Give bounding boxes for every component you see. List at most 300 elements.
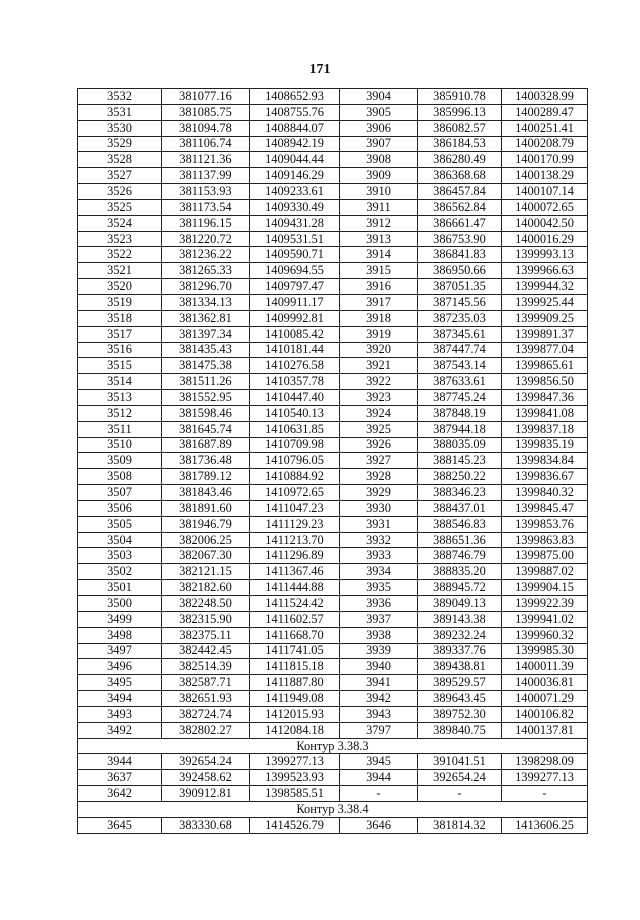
table-cell: 3510 — [78, 437, 162, 453]
table-cell: 3930 — [340, 500, 418, 516]
table-cell: 381552.95 — [162, 390, 250, 406]
table-cell: 3520 — [78, 279, 162, 295]
table-cell: 1399277.13 — [502, 770, 588, 786]
table-row — [78, 754, 588, 770]
table-cell: 382121.15 — [162, 564, 250, 580]
table-cell: 3914 — [340, 247, 418, 263]
table-cell: 3496 — [78, 659, 162, 675]
table-cell: 1399909.25 — [502, 310, 588, 326]
table-cell: 381475.38 — [162, 358, 250, 374]
table-cell: 3924 — [340, 405, 418, 421]
table-cell: 1400137.81 — [502, 722, 588, 738]
table-cell: 382442.45 — [162, 643, 250, 659]
table-cell: 1399993.13 — [502, 247, 588, 263]
table-cell: 381121.36 — [162, 152, 250, 168]
table-cell: 3916 — [340, 279, 418, 295]
table-cell: 3493 — [78, 706, 162, 722]
table-cell: 1410276.58 — [250, 358, 340, 374]
table-row — [78, 564, 588, 580]
table-row — [78, 405, 588, 421]
section-header-row — [78, 738, 588, 754]
table-cell: 387543.14 — [418, 358, 502, 374]
table-cell: 1409911.17 — [250, 294, 340, 310]
table-cell: 388746.79 — [418, 548, 502, 564]
table-cell: 1409694.55 — [250, 263, 340, 279]
table-cell: 1413606.25 — [502, 817, 588, 833]
table-cell: 382067.30 — [162, 548, 250, 564]
table-cell: 3530 — [78, 120, 162, 136]
table-cell: 3933 — [340, 548, 418, 564]
table-cell: 1409992.81 — [250, 310, 340, 326]
table-cell: 1410972.65 — [250, 485, 340, 501]
table-cell: 388035.09 — [418, 437, 502, 453]
table-cell: 387051.35 — [418, 279, 502, 295]
table-cell: 3945 — [340, 754, 418, 770]
table-cell: 3532 — [78, 89, 162, 105]
table-cell: 392654.24 — [418, 770, 502, 786]
table-cell: 1399941.02 — [502, 611, 588, 627]
table-cell: 382248.50 — [162, 596, 250, 612]
table-cell: 1398298.09 — [502, 754, 588, 770]
table-cell: 3938 — [340, 627, 418, 643]
table-cell: 382315.90 — [162, 611, 250, 627]
table-cell: 3919 — [340, 326, 418, 342]
table-cell: 1400011.39 — [502, 659, 588, 675]
table-cell: 1411213.70 — [250, 532, 340, 548]
table-row — [78, 643, 588, 659]
table-cell: 1409146.29 — [250, 168, 340, 184]
table-cell: - — [340, 786, 418, 802]
table-cell: 381598.46 — [162, 405, 250, 421]
table-cell: 3931 — [340, 516, 418, 532]
table-cell: 1412084.18 — [250, 722, 340, 738]
table-cell: 1411129.23 — [250, 516, 340, 532]
table-cell: 388250.22 — [418, 469, 502, 485]
table-row — [78, 675, 588, 691]
table-cell: 1399835.19 — [502, 437, 588, 453]
table-cell: 3498 — [78, 627, 162, 643]
table-cell: 1410181.44 — [250, 342, 340, 358]
table-cell: 3908 — [340, 152, 418, 168]
table-cell: 381106.74 — [162, 136, 250, 152]
table-cell: - — [502, 786, 588, 802]
table-cell: 3905 — [340, 104, 418, 120]
table-cell: 392458.62 — [162, 770, 250, 786]
table-row — [78, 136, 588, 152]
table-cell: 381814.32 — [418, 817, 502, 833]
table-cell: 382375.11 — [162, 627, 250, 643]
table-cell: 3907 — [340, 136, 418, 152]
table-row — [78, 421, 588, 437]
table-cell: 3512 — [78, 405, 162, 421]
table-cell: 1410447.40 — [250, 390, 340, 406]
table-cell: 3944 — [78, 754, 162, 770]
table-cell: 1400208.79 — [502, 136, 588, 152]
table-cell: - — [418, 786, 502, 802]
table-cell: 382006.25 — [162, 532, 250, 548]
table-cell: 3797 — [340, 722, 418, 738]
table-cell: 1399853.76 — [502, 516, 588, 532]
table-cell: 381946.79 — [162, 516, 250, 532]
table-cell: 389049.13 — [418, 596, 502, 612]
table-cell: 382651.93 — [162, 691, 250, 707]
table-cell: 3939 — [340, 643, 418, 659]
table-cell: 381094.78 — [162, 120, 250, 136]
table-cell: 1409590.71 — [250, 247, 340, 263]
table-cell: 1399922.39 — [502, 596, 588, 612]
table-cell: 1408652.93 — [250, 89, 340, 105]
table-cell: 3497 — [78, 643, 162, 659]
table-cell: 381687.89 — [162, 437, 250, 453]
table-cell: 3494 — [78, 691, 162, 707]
table-cell: 3508 — [78, 469, 162, 485]
table-cell: 3918 — [340, 310, 418, 326]
table-cell: 381334.13 — [162, 294, 250, 310]
table-cell: 3492 — [78, 722, 162, 738]
table-cell: 386661.47 — [418, 215, 502, 231]
table-cell: 1399877.04 — [502, 342, 588, 358]
table-cell: 3503 — [78, 548, 162, 564]
table-cell: 381296.70 — [162, 279, 250, 295]
table-cell: 387235.03 — [418, 310, 502, 326]
table-cell: 1408844.07 — [250, 120, 340, 136]
table-cell: 1399960.32 — [502, 627, 588, 643]
table-cell: 386280.49 — [418, 152, 502, 168]
table-cell: 1411815.18 — [250, 659, 340, 675]
table-cell: 3637 — [78, 770, 162, 786]
table-row — [78, 358, 588, 374]
table-cell: 386562.84 — [418, 199, 502, 215]
table-cell: 1409797.47 — [250, 279, 340, 295]
table-cell: 1400071.29 — [502, 691, 588, 707]
table-cell: 1399277.13 — [250, 754, 340, 770]
table-cell: 3531 — [78, 104, 162, 120]
table-cell: 3904 — [340, 89, 418, 105]
table-cell: 3906 — [340, 120, 418, 136]
table-cell: 1399887.02 — [502, 564, 588, 580]
table-cell: 381736.48 — [162, 453, 250, 469]
table-cell: 3917 — [340, 294, 418, 310]
table-cell: 3912 — [340, 215, 418, 231]
table-row — [78, 215, 588, 231]
table-cell: 382802.27 — [162, 722, 250, 738]
table-cell: 389840.75 — [418, 722, 502, 738]
table-cell: 1411887.80 — [250, 675, 340, 691]
table-cell: 381397.34 — [162, 326, 250, 342]
table-cell: 1400138.29 — [502, 168, 588, 184]
table-cell: 381511.26 — [162, 374, 250, 390]
table-cell: 3910 — [340, 184, 418, 200]
table-cell: 1400106.82 — [502, 706, 588, 722]
table-cell: 3926 — [340, 437, 418, 453]
table-cell: 3516 — [78, 342, 162, 358]
table-cell: 3934 — [340, 564, 418, 580]
table-body — [78, 89, 588, 834]
table-cell: 1411949.08 — [250, 691, 340, 707]
table-row — [78, 279, 588, 295]
table-cell: 3920 — [340, 342, 418, 358]
coordinates-table — [77, 88, 588, 834]
table-row — [78, 231, 588, 247]
table-cell: 1411668.70 — [250, 627, 340, 643]
table-cell: 382182.60 — [162, 580, 250, 596]
table-cell: 382514.39 — [162, 659, 250, 675]
table-cell: 3909 — [340, 168, 418, 184]
table-cell: 386753.90 — [418, 231, 502, 247]
table-cell: 3522 — [78, 247, 162, 263]
table-row — [78, 390, 588, 406]
table-cell: 1399841.08 — [502, 405, 588, 421]
table-cell: 381265.33 — [162, 263, 250, 279]
table-cell: 382724.74 — [162, 706, 250, 722]
table-cell: 3935 — [340, 580, 418, 596]
table-cell: 3514 — [78, 374, 162, 390]
table-row — [78, 627, 588, 643]
table-cell: 1399925.44 — [502, 294, 588, 310]
table-cell: 3527 — [78, 168, 162, 184]
table-cell: 3521 — [78, 263, 162, 279]
table-cell: 1411367.46 — [250, 564, 340, 580]
table-cell: 1399966.63 — [502, 263, 588, 279]
table-cell: 1410796.05 — [250, 453, 340, 469]
table-cell: 390912.81 — [162, 786, 250, 802]
table-cell: 1400107.14 — [502, 184, 588, 200]
table-cell: 3921 — [340, 358, 418, 374]
table-cell: 3515 — [78, 358, 162, 374]
table-cell: 3506 — [78, 500, 162, 516]
table-row — [78, 532, 588, 548]
table-cell: 387633.61 — [418, 374, 502, 390]
table-cell: 3913 — [340, 231, 418, 247]
table-cell: 386457.84 — [418, 184, 502, 200]
table-cell: 392654.24 — [162, 754, 250, 770]
table-cell: 3936 — [340, 596, 418, 612]
table-row — [78, 453, 588, 469]
table-cell: 389643.45 — [418, 691, 502, 707]
table-cell: 3526 — [78, 184, 162, 200]
table-cell: 1409233.61 — [250, 184, 340, 200]
table-row — [78, 770, 588, 786]
table-cell: 388546.83 — [418, 516, 502, 532]
table-cell: 388835.20 — [418, 564, 502, 580]
table-cell: 3511 — [78, 421, 162, 437]
table-cell: 3642 — [78, 786, 162, 802]
table-cell: 3529 — [78, 136, 162, 152]
table-cell: 3929 — [340, 485, 418, 501]
table-cell: 389232.24 — [418, 627, 502, 643]
table-cell: 381645.74 — [162, 421, 250, 437]
table-row — [78, 817, 588, 833]
table-cell: 3911 — [340, 199, 418, 215]
table-cell: 3940 — [340, 659, 418, 675]
table-cell: 1399891.37 — [502, 326, 588, 342]
table-cell: 381196.15 — [162, 215, 250, 231]
table-cell: 389438.81 — [418, 659, 502, 675]
table-cell: 3499 — [78, 611, 162, 627]
table-cell: 386184.53 — [418, 136, 502, 152]
section-label: Контур 3.38.3 — [78, 738, 588, 754]
table-cell: 1399865.61 — [502, 358, 588, 374]
table-row — [78, 500, 588, 516]
table-cell: 386841.83 — [418, 247, 502, 263]
table-cell: 1409531.51 — [250, 231, 340, 247]
table-cell: 382587.71 — [162, 675, 250, 691]
table-cell: 3525 — [78, 199, 162, 215]
table-row — [78, 89, 588, 105]
table-cell: 1412015.93 — [250, 706, 340, 722]
table-cell: 1410709.98 — [250, 437, 340, 453]
table-cell: 3915 — [340, 263, 418, 279]
table-cell: 389143.38 — [418, 611, 502, 627]
table-cell: 1399834.84 — [502, 453, 588, 469]
table-cell: 1411741.05 — [250, 643, 340, 659]
table-cell: 381085.75 — [162, 104, 250, 120]
table-cell: 3941 — [340, 675, 418, 691]
table-cell: 1400072.65 — [502, 199, 588, 215]
table-cell: 1399836.67 — [502, 469, 588, 485]
table-cell: 381153.93 — [162, 184, 250, 200]
table-cell: 387745.24 — [418, 390, 502, 406]
table-cell: 1400036.81 — [502, 675, 588, 691]
table-row — [78, 184, 588, 200]
table-cell: 3645 — [78, 817, 162, 833]
table-cell: 1410357.78 — [250, 374, 340, 390]
table-cell: 386082.57 — [418, 120, 502, 136]
table-cell: 3513 — [78, 390, 162, 406]
table-row — [78, 104, 588, 120]
table-cell: 388145.23 — [418, 453, 502, 469]
table-cell: 3501 — [78, 580, 162, 596]
table-cell: 3928 — [340, 469, 418, 485]
table-cell: 1408942.19 — [250, 136, 340, 152]
table-cell: 3507 — [78, 485, 162, 501]
table-cell: 381435.43 — [162, 342, 250, 358]
table-cell: 1411047.23 — [250, 500, 340, 516]
table-cell: 381236.22 — [162, 247, 250, 263]
table-cell: 387345.61 — [418, 326, 502, 342]
table-row — [78, 247, 588, 263]
table-cell: 387447.74 — [418, 342, 502, 358]
table-row — [78, 516, 588, 532]
table-cell: 1400016.29 — [502, 231, 588, 247]
table-cell: 1408755.76 — [250, 104, 340, 120]
table-row — [78, 722, 588, 738]
table-row — [78, 611, 588, 627]
table-cell: 3927 — [340, 453, 418, 469]
table-row — [78, 548, 588, 564]
table-cell: 1399856.50 — [502, 374, 588, 390]
table-row — [78, 596, 588, 612]
table-cell: 381891.60 — [162, 500, 250, 516]
table-cell: 381173.54 — [162, 199, 250, 215]
table-row — [78, 326, 588, 342]
table-cell: 1400170.99 — [502, 152, 588, 168]
table-cell: 3502 — [78, 564, 162, 580]
table-cell: 3528 — [78, 152, 162, 168]
table-cell: 3932 — [340, 532, 418, 548]
table-cell: 1400289.47 — [502, 104, 588, 120]
table-cell: 1399985.30 — [502, 643, 588, 659]
section-header-row — [78, 801, 588, 817]
table-row — [78, 691, 588, 707]
table-cell: 1411296.89 — [250, 548, 340, 564]
table-cell: 381137.99 — [162, 168, 250, 184]
table-cell: 1411602.57 — [250, 611, 340, 627]
table-cell: 388945.72 — [418, 580, 502, 596]
table-row — [78, 120, 588, 136]
table-cell: 3925 — [340, 421, 418, 437]
table-cell: 1409330.49 — [250, 199, 340, 215]
table-cell: 1411524.42 — [250, 596, 340, 612]
table-cell: 1410540.13 — [250, 405, 340, 421]
table-cell: 3922 — [340, 374, 418, 390]
section-label: Контур 3.38.4 — [78, 801, 588, 817]
table-cell: 1410884.92 — [250, 469, 340, 485]
table-cell: 388437.01 — [418, 500, 502, 516]
table-cell: 1399837.18 — [502, 421, 588, 437]
table-cell: 387145.56 — [418, 294, 502, 310]
table-row — [78, 152, 588, 168]
table-row — [78, 294, 588, 310]
table-cell: 391041.51 — [418, 754, 502, 770]
table-cell: 1409431.28 — [250, 215, 340, 231]
table-cell: 3519 — [78, 294, 162, 310]
table-cell: 387944.18 — [418, 421, 502, 437]
table-cell: 3942 — [340, 691, 418, 707]
table-cell: 381077.16 — [162, 89, 250, 105]
table-cell: 3524 — [78, 215, 162, 231]
table-row — [78, 580, 588, 596]
table-cell: 1399523.93 — [250, 770, 340, 786]
table-cell: 387848.19 — [418, 405, 502, 421]
table-cell: 3500 — [78, 596, 162, 612]
table-cell: 1399863.83 — [502, 532, 588, 548]
table-cell: 3509 — [78, 453, 162, 469]
table-row — [78, 485, 588, 501]
table-cell: 385996.13 — [418, 104, 502, 120]
table-row — [78, 786, 588, 802]
table-cell: 385910.78 — [418, 89, 502, 105]
table-cell: 386368.68 — [418, 168, 502, 184]
table-cell: 386950.66 — [418, 263, 502, 279]
table-cell: 1414526.79 — [250, 817, 340, 833]
table-row — [78, 374, 588, 390]
table-cell: 1399845.47 — [502, 500, 588, 516]
table-cell: 3944 — [340, 770, 418, 786]
table-cell: 3517 — [78, 326, 162, 342]
table-cell: 381220.72 — [162, 231, 250, 247]
table-cell: 388651.36 — [418, 532, 502, 548]
table-cell: 1409044.44 — [250, 152, 340, 168]
table-row — [78, 199, 588, 215]
table-cell: 389529.57 — [418, 675, 502, 691]
table-cell: 1399847.36 — [502, 390, 588, 406]
table-cell: 1399875.00 — [502, 548, 588, 564]
table-cell: 1400251.41 — [502, 120, 588, 136]
table-cell: 388346.23 — [418, 485, 502, 501]
table-row — [78, 168, 588, 184]
table-cell: 3518 — [78, 310, 162, 326]
table-row — [78, 659, 588, 675]
table-cell: 3937 — [340, 611, 418, 627]
table-cell: 1398585.51 — [250, 786, 340, 802]
table-cell: 389752.30 — [418, 706, 502, 722]
table-cell: 381789.12 — [162, 469, 250, 485]
table-cell: 381362.81 — [162, 310, 250, 326]
table-cell: 381843.46 — [162, 485, 250, 501]
table-row — [78, 342, 588, 358]
table-cell: 3505 — [78, 516, 162, 532]
